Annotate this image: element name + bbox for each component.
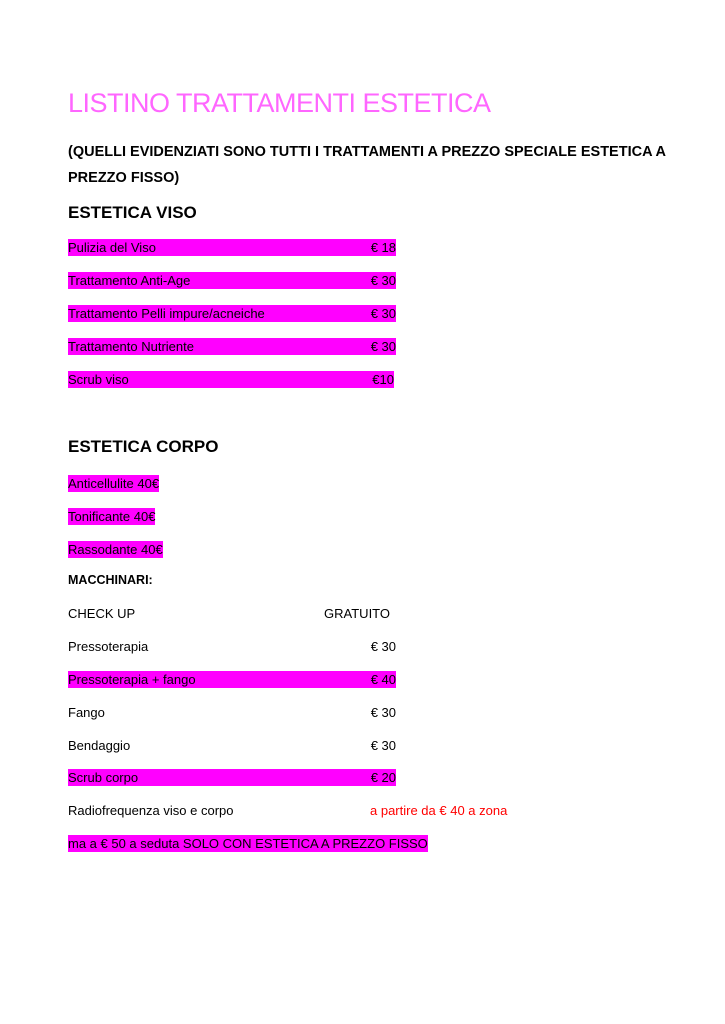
item-price: € 30	[370, 306, 396, 321]
section-heading-corpo: ESTETICA CORPO	[68, 437, 219, 456]
item-price: € 30	[370, 273, 396, 288]
list-item	[68, 338, 396, 355]
item-price: €10	[372, 372, 394, 387]
list-item: Rassodante 40€	[68, 542, 163, 557]
list-item	[68, 769, 396, 786]
radiofrequenza-price: a partire da € 40 a zona	[370, 803, 508, 818]
item-price: € 30	[370, 639, 396, 654]
subtitle-note: (QUELLI EVIDENZIATI SONO TUTTI I TRATTAMENTI A PREZZO SPECIALE ESTETICA A PREZZO FISSO)	[68, 144, 666, 186]
item-price: € 18	[370, 240, 396, 255]
item-name: Scrub corpo	[68, 770, 139, 785]
fixed-price-note: ma a € 50 a seduta SOLO CON ESTETICA A PREZZO FISSO	[68, 836, 428, 851]
item-name: Bendaggio	[68, 738, 131, 753]
item-name: Pressoterapia	[68, 639, 149, 654]
item-name: Trattamento Nutriente	[68, 339, 194, 354]
item-name: Trattamento Pelli impure/acneiche	[68, 306, 265, 321]
item-name: CHECK UP	[68, 606, 136, 621]
list-item-check-up	[68, 605, 390, 622]
item-price: € 30	[370, 339, 396, 354]
list-item	[68, 737, 396, 754]
item-name: Pulizia del Viso	[68, 240, 156, 255]
section-heading-viso: ESTETICA VISO	[68, 203, 197, 222]
item-name: Trattamento Anti-Age	[68, 273, 191, 288]
list-item: Anticellulite 40€	[68, 476, 160, 491]
list-item	[68, 305, 396, 322]
item-name: Scrub viso	[68, 372, 129, 387]
list-item: Tonificante 40€	[68, 509, 156, 524]
item-name: Pressoterapia + fango	[68, 672, 196, 687]
item-name: Fango	[68, 705, 105, 720]
list-item	[68, 371, 394, 388]
list-item	[68, 671, 396, 688]
section-heading-macchinari: MACCHINARI:	[68, 573, 153, 587]
radiofrequenza-name: Radiofrequenza viso e corpo	[68, 803, 234, 818]
item-price: € 30	[370, 705, 396, 720]
page-title: LISTINO TRATTAMENTI ESTETICA	[68, 88, 491, 118]
list-item	[68, 272, 396, 289]
item-price: € 20	[370, 770, 396, 785]
item-price: € 40	[370, 672, 396, 687]
list-item	[68, 638, 396, 655]
list-item	[68, 704, 396, 721]
item-price: GRATUITO	[324, 606, 390, 621]
list-item	[68, 239, 396, 256]
item-price: € 30	[370, 738, 396, 753]
